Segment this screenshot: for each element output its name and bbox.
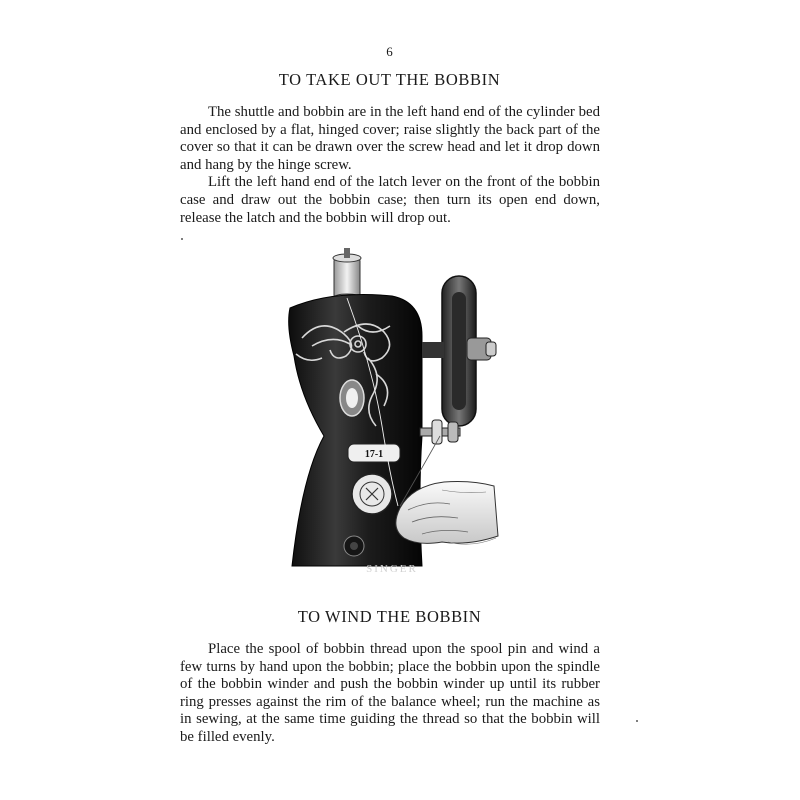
section-heading-take-out-bobbin: TO TAKE OUT THE BOBBIN	[278, 70, 501, 89]
paragraph: Place the spool of bobbin thread upon the spool pin and wind a few turns by hand upon the bobbin; place the bobbin upon the spindle of the bobbin winder and push the bobbin winder up until its rubber ring presses against the rim of the balance wheel; run the machine as in sewing, at the same time guiding the thread so that the bobbin will be filled evenly.	[180, 641, 600, 745]
bobbin-winder	[420, 420, 460, 444]
svg-text:17-1: 17-1	[364, 449, 384, 460]
print-speck	[636, 720, 638, 722]
paragraph: The shuttle and bobbin are in the left hand end of the cylinder bed and enclosed by a flat, hinged cover; raise slightly the back part of the cover so that it can be drawn over the screw head and let it drop down and hang by the hinge screw.	[180, 104, 600, 173]
paragraph: Lift the left hand end of the latch lever on the front of the bobbin case and draw out the bobbin case; then turn its open end down, release the latch and the bobbin will drop out.	[180, 174, 600, 226]
balance-wheel	[422, 276, 496, 426]
lower-knob	[344, 536, 364, 556]
section-body-take-out-bobbin	[180, 104, 600, 227]
sewing-machine-illustration	[272, 246, 502, 576]
thread-spool	[333, 248, 361, 302]
page-number: 6	[386, 44, 393, 59]
section-heading-wind-bobbin: TO WIND THE BOBBIN	[297, 607, 482, 626]
base-lettering: SINGER	[366, 563, 418, 575]
section-body-wind-bobbin	[180, 641, 600, 747]
maker-badge	[352, 474, 392, 514]
machine-number-plate	[348, 444, 400, 462]
print-speck	[181, 238, 183, 240]
face-plate-slot	[340, 380, 364, 416]
